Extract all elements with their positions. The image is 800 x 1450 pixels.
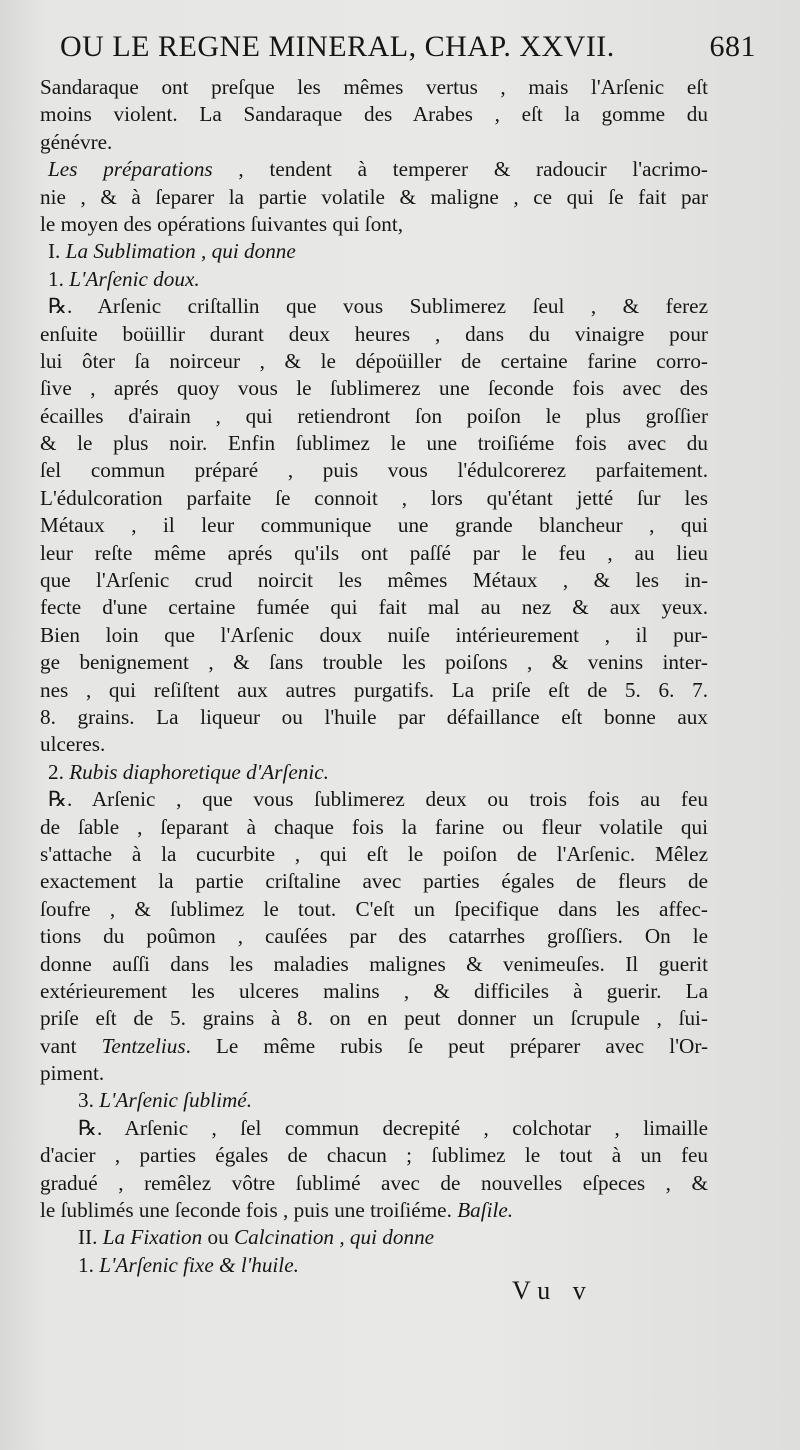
text-segment: Rubis diaphoretique d'Arſenic. <box>69 759 329 784</box>
text-segment: ulceres. <box>40 732 106 757</box>
text-segment: ſoufre , & ſublimez le tout. C'eſt un ſpecifique dans les affec- <box>40 896 708 921</box>
text-line <box>40 457 708 484</box>
text-segment: tions du poûmon , cauſées par des catarrhes groſſiers. On le <box>40 924 708 949</box>
text-segment: priſe eſt de 5. grains à 8. on en peut donner un ſcrupule , ſui- <box>40 1006 708 1031</box>
text-segment: Calcination , qui donne <box>233 1225 435 1250</box>
text-segment: s'attache à la cucurbite , qui eſt le poiſon de l'Arſenic. Mêlez <box>40 841 708 866</box>
text-segment: génévre. <box>40 129 113 154</box>
text-line <box>40 1197 708 1224</box>
text-segment: La Sublimation , qui donne <box>65 239 296 264</box>
text-line <box>40 485 708 512</box>
text-line <box>40 293 708 320</box>
text-line <box>40 74 708 101</box>
catchword: Vu v <box>512 1276 594 1305</box>
text-line <box>40 430 708 457</box>
text-segment: nie , & à ſeparer la partie volatile & maligne , ce qui ſe fait par <box>40 184 708 209</box>
text-line <box>40 101 708 128</box>
text-line <box>40 923 708 950</box>
text-segment: L'Arſenic ſublimé. <box>99 1088 253 1113</box>
page-number: 681 <box>709 30 756 63</box>
text-line <box>40 1115 708 1142</box>
text-line <box>40 403 708 430</box>
text-line <box>40 156 708 183</box>
text-segment: Les préparations <box>48 157 213 182</box>
text-segment: piment. <box>40 1061 105 1086</box>
text-line <box>40 1252 708 1279</box>
text-segment: lui ôter ſa noirceur , & le dépoüiller de certaine farine corro- <box>40 348 708 373</box>
running-title: OU LE REGNE MINERAL, CHAP. XXVII. <box>60 30 615 63</box>
text-line <box>40 759 708 786</box>
text-segment: ſel commun préparé , puis vous l'édulcorerez parfaitement. <box>40 458 708 483</box>
text-line <box>40 266 708 293</box>
text-segment: le ſublimés une ſeconde fois , puis une troiſiéme. <box>40 1198 458 1223</box>
text-segment: fecte d'une certaine fumée qui fait mal au nez & aux yeux. <box>40 595 708 620</box>
text-segment: nes , qui reſiſtent aux autres purgatifs. La priſe eſt de 5. 6. 7. <box>40 677 708 702</box>
text-segment: ge benignement , & ſans trouble les poiſons , & venins inter- <box>40 650 708 675</box>
text-segment: ou <box>202 1225 234 1250</box>
text-line <box>40 129 708 156</box>
text-segment: . Le même rubis ſe peut préparer avec l'Or- <box>185 1033 709 1058</box>
text-segment: vant <box>40 1033 102 1058</box>
text-segment: moins violent. La Sandaraque des Arabes , eſt la gomme du <box>40 102 708 127</box>
text-segment: Baſile. <box>457 1198 514 1223</box>
text-segment: 2. <box>48 759 70 784</box>
text-line <box>40 978 708 1005</box>
text-line <box>40 951 708 978</box>
text-segment: d'acier , parties égales de chacun ; ſublimez le tout à un feu <box>40 1143 708 1168</box>
text-segment: leur reſte même aprés qu'ils ont paſſé par le feu , au lieu <box>40 540 708 565</box>
text-segment: L'Arſenic fixe & l'huile. <box>99 1252 299 1277</box>
text-segment: I. <box>48 239 66 264</box>
text-line <box>40 567 708 594</box>
text-segment: gradué , remêlez vôtre ſublimé avec de nouvelles eſpeces , & <box>40 1170 708 1195</box>
text-segment: 1. <box>78 1252 100 1277</box>
text-segment: 3. <box>78 1088 100 1113</box>
text-segment: donne auſſi dans les maladies malignes & venimeuſes. Il guerit <box>40 951 708 976</box>
text-line <box>40 786 708 813</box>
text-segment: ℞. Arſenic , ſel commun decrepité , colchotar , limaille <box>78 1115 708 1140</box>
text-line <box>40 896 708 923</box>
text-line <box>40 238 708 265</box>
text-segment: le moyen des opérations ſuivantes qui ſont, <box>40 211 404 236</box>
text-line <box>40 1005 708 1032</box>
text-line <box>40 184 708 211</box>
text-line <box>40 1224 708 1251</box>
text-segment: Sandaraque ont preſque les mêmes vertus , mais l'Arſenic eſt <box>40 75 708 99</box>
text-segment: Bien loin que l'Arſenic doux nuiſe intérieurement , il pur- <box>40 622 708 647</box>
text-segment: de ſable , ſeparant à chaque fois la farine ou fleur volatile qui <box>40 814 708 839</box>
text-line <box>40 814 708 841</box>
text-segment: 8. grains. La liqueur ou l'huile par défaillance eſt bonne aux <box>40 704 708 729</box>
text-segment: ſive , aprés quoy vous le ſublimerez une ſeconde fois avec des <box>40 376 708 401</box>
text-segment: extérieurement les ulceres malins , & difficiles à guerir. La <box>40 978 708 1003</box>
text-line <box>40 841 708 868</box>
text-line <box>40 731 708 758</box>
main-text <box>40 74 708 1279</box>
text-segment: 1. <box>48 266 70 291</box>
text-segment: Métaux , il leur communique une grande blancheur , qui <box>40 513 708 538</box>
text-line <box>40 622 708 649</box>
text-line <box>40 1087 708 1114</box>
text-line <box>40 375 708 402</box>
text-line <box>40 704 708 731</box>
text-segment: que l'Arſenic crud noircit les mêmes Métaux , & les in- <box>40 568 708 593</box>
text-line <box>40 1033 708 1060</box>
text-line <box>40 512 708 539</box>
text-segment: II. <box>78 1225 103 1250</box>
text-line <box>40 321 708 348</box>
text-line <box>40 677 708 704</box>
text-segment: & le plus noir. Enfin ſublimez le une troiſiéme fois avec du <box>40 431 708 456</box>
text-segment: , tendent à temperer & radoucir l'acrimo- <box>212 157 708 182</box>
text-line <box>40 1060 708 1087</box>
text-segment: enſuite boüillir durant deux heures , dans du vinaigre pour <box>40 321 708 346</box>
text-segment: ℞. Arſenic , que vous ſublimerez deux ou trois fois au feu <box>48 787 708 812</box>
text-line <box>40 649 708 676</box>
text-line <box>40 1142 708 1169</box>
text-segment: exactement la partie criſtaline avec parties égales de fleurs de <box>40 869 708 894</box>
text-line <box>40 1170 708 1197</box>
text-line <box>40 348 708 375</box>
text-segment: Tentzelius <box>101 1033 186 1058</box>
text-line <box>40 868 708 895</box>
text-line <box>40 540 708 567</box>
text-segment: L'édulcoration parfaite ſe connoit , lors qu'étant jetté ſur les <box>40 485 708 510</box>
text-segment: L'Arſenic doux. <box>69 266 200 291</box>
text-segment: écailles d'airain , qui retiendront ſon poiſon le plus groſſier <box>40 403 708 428</box>
page-header <box>60 30 756 64</box>
text-segment: La Fixation <box>102 1225 203 1250</box>
text-line <box>40 594 708 621</box>
text-line <box>40 211 708 238</box>
text-segment: ℞. Arſenic criſtallin que vous Sublimerez ſeul , & ferez <box>48 294 708 319</box>
